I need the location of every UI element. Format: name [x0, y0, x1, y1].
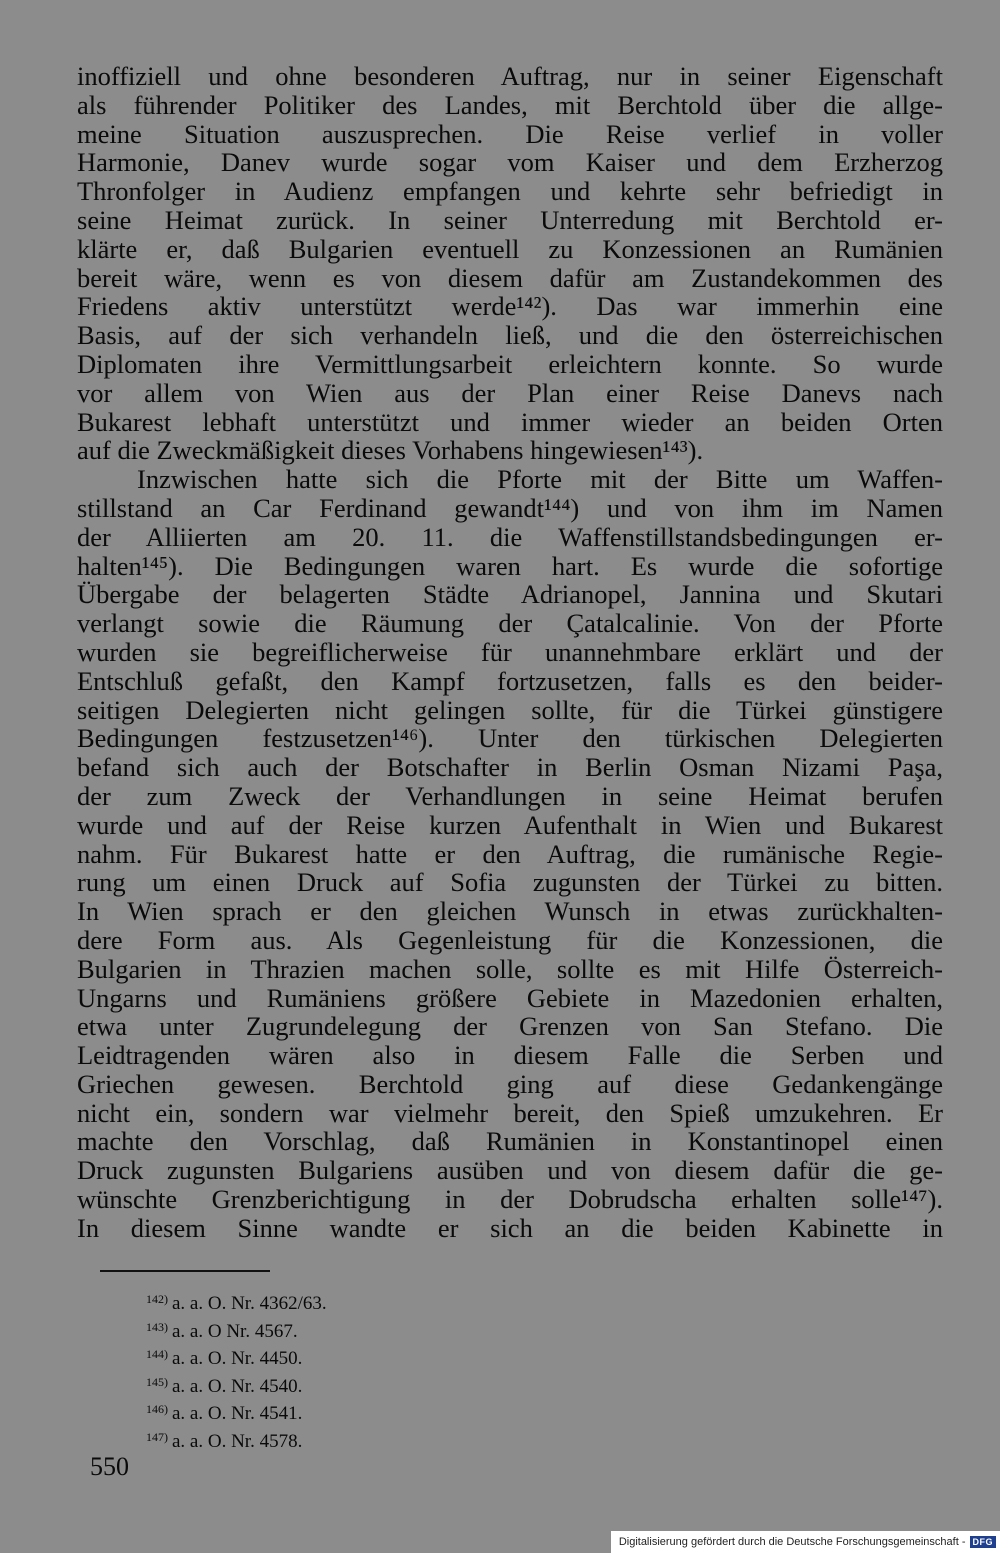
text-line: machte den Vorschlag, daß Rumänien in Konstantinopel einen [77, 1126, 943, 1157]
text-line: befand sich auch der Botschafter in Berlin Osman Nizami Paşa, [77, 752, 943, 783]
footnote-number: 142) [146, 1292, 168, 1306]
footnote-text: a. a. O. Nr. 4540. [172, 1375, 303, 1397]
text-line: inoffiziell und ohne besonderen Auftrag, nur in seiner Eigenschaft [77, 61, 943, 91]
text-line: wurde und auf der Reise kurzen Aufenthalt in Wien und Bukarest [77, 809, 943, 840]
text-line: Bulgarien in Thrazien machen solle, sollte es mit Hilfe Österreich- [77, 953, 943, 984]
text-line: der Alliierten am 20. 11. die Waffenstillstandsbedingungen er- [77, 521, 943, 552]
text-line: halten¹⁴⁵). Die Bedingungen waren hart. Es wurde die sofortige [77, 550, 943, 581]
text-line: Leidtragenden wären also in diesem Falle die Serben und [77, 1040, 943, 1071]
text-line: als führender Politiker des Landes, mit Berchtold über die allge- [77, 89, 943, 120]
digitization-credit [611, 1531, 1000, 1553]
footnote-text: a. a. O Nr. 4567. [172, 1320, 298, 1342]
footnote [146, 1426, 327, 1454]
text-line: Griechen gewesen. Berchtold ging auf diese Gedankengänge [77, 1068, 943, 1099]
page-number: 550 [90, 1452, 129, 1481]
footnote [146, 1371, 327, 1399]
text-line: nicht ein, sondern war vielmehr bereit, den Spieß umzukehren. Er [77, 1097, 943, 1128]
text-line: Entschluß gefaßt, den Kampf fortzusetzen, falls es den beider- [77, 665, 943, 696]
footnote-text: a. a. O. Nr. 4578. [172, 1430, 303, 1452]
footnote-text: a. a. O. Nr. 4541. [172, 1403, 303, 1424]
text-line: rung um einen Druck auf Sofia zugunsten der Türkei zu bitten. [77, 867, 943, 898]
footnote-number: 144) [146, 1347, 168, 1361]
text-line: Übergabe der belagerten Städte Adrianopel, Jannina und Skutari [77, 579, 943, 610]
text-line: Harmonie, Danev wurde sogar vom Kaiser und dem Erzherzog [77, 147, 943, 178]
text-line: der zum Zweck der Verhandlungen in seine Heimat berufen [77, 780, 943, 811]
text-line: seine Heimat zurück. In seiner Unterredung mit Berchtold er- [77, 204, 943, 235]
text-line: Bukarest lebhaft unterstützt und immer wieder an beiden Orten [77, 406, 943, 437]
footnote [146, 1398, 327, 1426]
footnote-number: 143) [146, 1319, 168, 1334]
footnote-text: a. a. O. Nr. 4450. [172, 1348, 303, 1369]
footnote-number: 145) [146, 1374, 168, 1389]
text-line: Ungarns und Rumäniens größere Gebiete in Mazedonien erhalten, [77, 982, 943, 1013]
text-line: auf die Zweckmäßigkeit dieses Vorhabens hingewiesen¹⁴³). [77, 435, 704, 466]
text-line: Thronfolger in Audienz empfangen und kehrte sehr befriedigt in [77, 176, 943, 207]
text-line: vor allem von Wien aus der Plan einer Reise Danevs nach [77, 377, 943, 408]
text-line: Basis, auf der sich verhandeln ließ, und die den österreichischen [77, 320, 943, 351]
text-line: Inzwischen hatte sich die Pforte mit der Bitte um Waffen- [137, 464, 943, 495]
text-line: meine Situation auszusprechen. Die Reise verlief in voller [77, 118, 943, 149]
text-line: seitigen Delegierten nicht gelingen sollte, für die Türkei günstigere [77, 694, 943, 725]
footnote [146, 1316, 327, 1344]
text-line: Druck zugunsten Bulgariens ausüben und von diesem dafür die ge- [77, 1155, 943, 1186]
text-line: stillstand an Car Ferdinand gewandt¹⁴⁴) und von ihm im Namen [77, 492, 943, 523]
text-line: In Wien sprach er den gleichen Wunsch in etwas zurückhalten- [77, 896, 943, 927]
footnote-text: a. a. O. Nr. 4362/63. [172, 1293, 327, 1314]
text-line: verlangt sowie die Räumung der Çatalcalinie. Von der Pforte [77, 608, 943, 639]
text-line: bereit wäre, wenn es von diesem dafür am Zustandekommen des [77, 262, 943, 293]
dfg-logo: DFG [970, 1536, 997, 1548]
text-line: wurden sie begreiflicherweise für unannehmbare erklärt und der [77, 636, 943, 667]
footnote-number: 147) [146, 1429, 168, 1444]
text-line: klärte er, daß Bulgarien eventuell zu Konzessionen an Rumänien [77, 233, 943, 264]
text-line: dere Form aus. Als Gegenleistung für die Konzessionen, die [77, 924, 943, 955]
footnote [146, 1343, 327, 1371]
text-line: In diesem Sinne wandte er sich an die beiden Kabinette in [77, 1212, 943, 1243]
text-line: Diplomaten ihre Vermittlungsarbeit erleichtern konnte. So wurde [77, 348, 943, 379]
footnotes [146, 1288, 327, 1453]
text-line: wünschte Grenzberichtigung in der Dobrudscha erhalten solle¹⁴⁷). [77, 1184, 943, 1215]
text-line: etwa unter Zugrundelegung der Grenzen von San Stefano. Die [77, 1011, 943, 1042]
body-text [77, 62, 943, 1243]
text-line: Friedens aktiv unterstützt werde¹⁴²). Das war immerhin eine [77, 291, 943, 322]
text-line: Bedingungen festzusetzen¹⁴⁶). Unter den türkischen Delegierten [77, 723, 943, 754]
footnote-divider [100, 1270, 270, 1272]
footnote [146, 1288, 327, 1316]
footnote-number: 146) [146, 1402, 168, 1416]
text-line: nahm. Für Bukarest hatte er den Auftrag, die rumänische Regie- [77, 838, 943, 869]
credit-text: Digitalisierung gefördert durch die Deutsche Forschungsgemeinschaft - [618, 1536, 966, 1548]
